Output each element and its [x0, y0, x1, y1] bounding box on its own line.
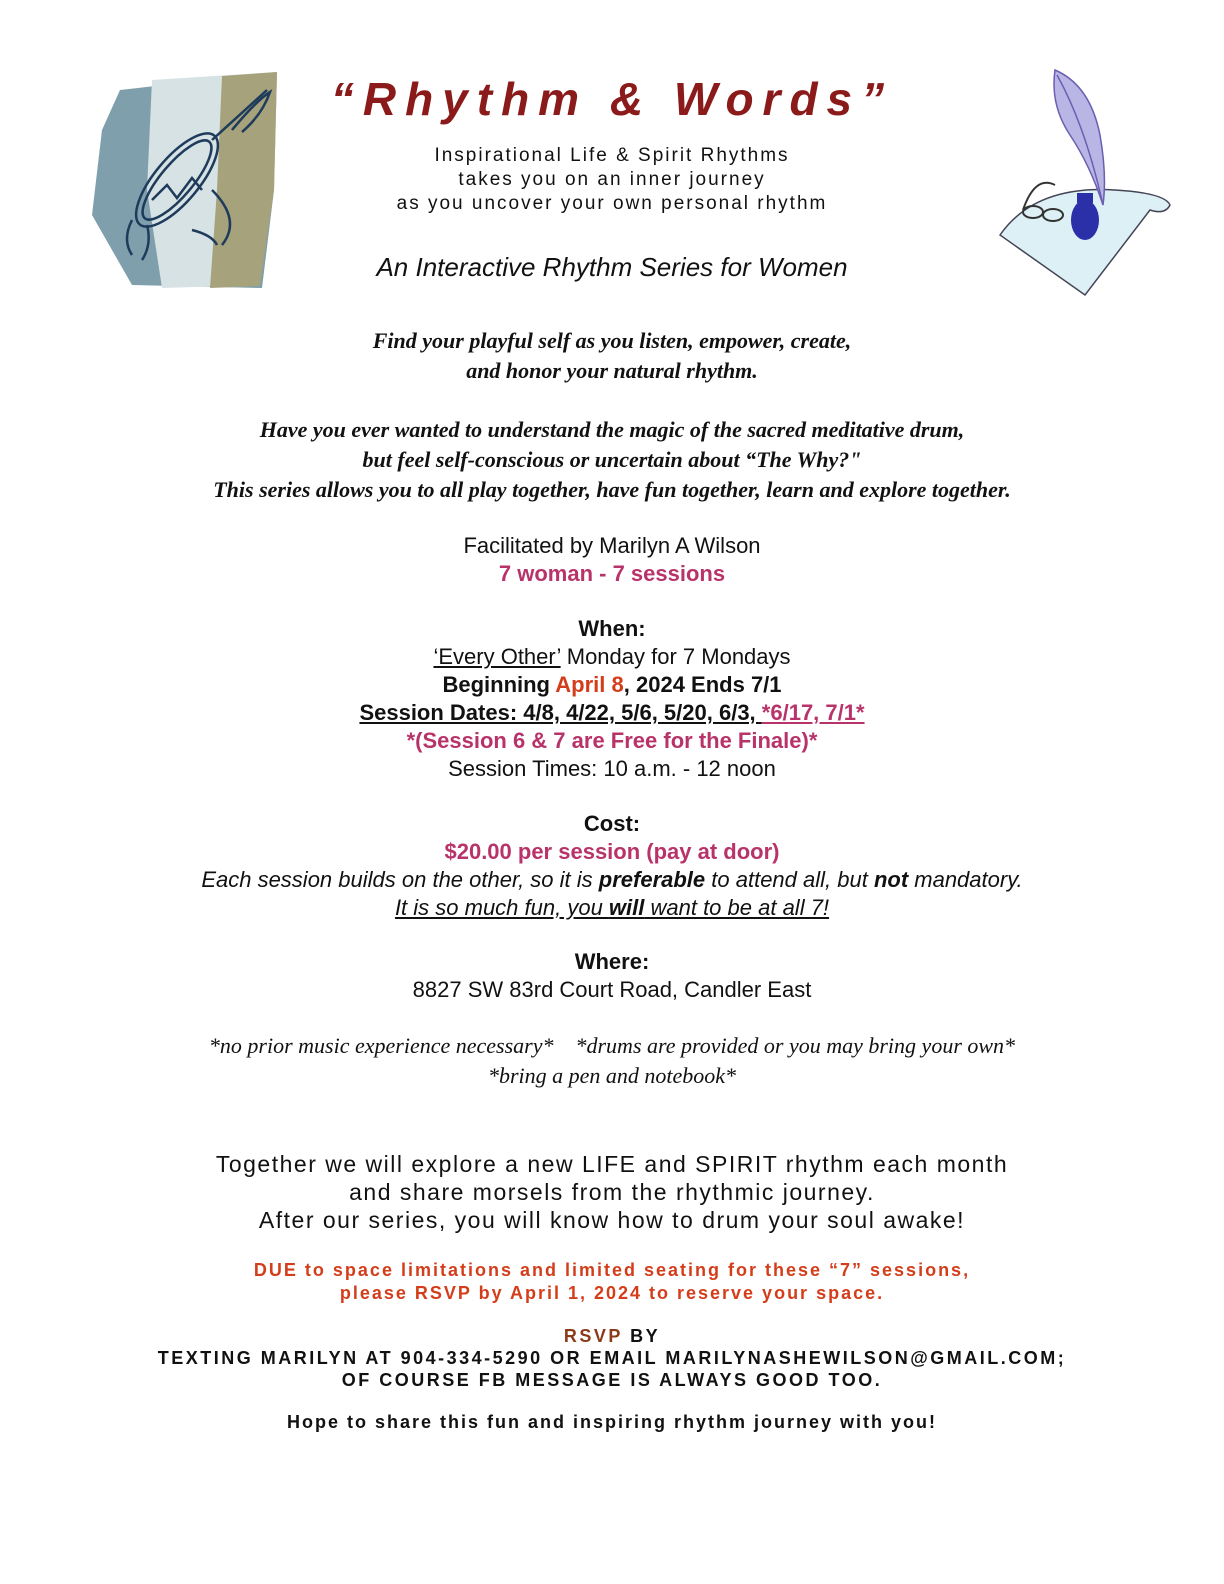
cost-note-not: not: [873, 867, 909, 892]
fun-a: It is so much fun, you: [394, 895, 609, 920]
together-line-3: After our series, you will know how to drum your soul awake!: [258, 1207, 966, 1233]
fun-c: want to be at all 7!: [644, 895, 830, 920]
cost-note-e: mandatory.: [908, 867, 1023, 892]
subtitle-line-3: as you uncover your own personal rhythm: [396, 193, 828, 214]
intro-line-1: Find your playful self as you listen, empower, create,: [372, 328, 852, 353]
sessions-count: 7 woman - 7 sessions: [498, 561, 726, 586]
intro-line-3: Have you ever wanted to understand the magic of the sacred meditative drum,: [259, 417, 965, 442]
intro-line-5: This series allows you to all play together, have fun together, learn and explore together.: [213, 477, 1011, 502]
together-line-1: Together we will explore a new LIFE and SPIRIT rhythm each month: [215, 1151, 1009, 1177]
beginning-text: Beginning: [442, 672, 556, 697]
cost-note-a: Each session builds on the other, so it is: [201, 867, 599, 892]
when-heading: When:: [578, 616, 646, 641]
cost-note: [0, 866, 1224, 894]
series-tagline: An Interactive Rhythm Series for Women: [376, 252, 848, 282]
session-dates-text: Session Dates: 4/8, 4/22, 5/6, 5/20, 6/3,: [359, 700, 762, 725]
fun-line: [0, 894, 1224, 922]
free-dates-text: *6/17, 7/1*: [761, 700, 865, 725]
rsvp-by: BY: [622, 1326, 661, 1346]
due-line-1: DUE to space limitations and limited seating for these “7” sessions,: [253, 1260, 971, 1280]
rsvp-heading: [0, 1325, 1224, 1347]
where-heading: Where:: [574, 949, 650, 974]
cost-note-c: to attend all, but: [705, 867, 874, 892]
rsvp-fb-line: OF COURSE FB MESSAGE IS ALWAYS GOOD TOO.: [341, 1370, 883, 1390]
subtitle-line-1: Inspirational Life & Spirit Rhythms: [434, 145, 790, 166]
cost-note-preferable: preferable: [598, 867, 706, 892]
session-dates-line: [0, 699, 1224, 727]
intro-line-2: and honor your natural rhythm.: [466, 358, 758, 383]
notes-line-1: *no prior music experience necessary* *drums are provided or you may bring your own*: [208, 1033, 1016, 1058]
beginning-line: [0, 671, 1224, 699]
rsvp-contact-line: TEXTING MARILYN AT 904-334-5290 OR EMAIL MARILYNASHEWILSON@GMAIL.COM;: [157, 1348, 1067, 1368]
facilitator-line: Facilitated by Marilyn A Wilson: [463, 533, 761, 558]
free-finale-note: *(Session 6 & 7 are Free for the Finale)*: [406, 728, 818, 753]
where-address: 8827 SW 83rd Court Road, Candler East: [412, 977, 812, 1002]
flyer-title: “Rhythm & Words”: [330, 73, 894, 125]
subtitle-line-2: takes you on an inner journey: [458, 169, 766, 190]
fun-will: will: [608, 895, 645, 920]
together-line-2: and share morsels from the rhythmic journey.: [349, 1179, 875, 1205]
rsvp-word: RSVP: [563, 1326, 623, 1346]
monday-text: Monday for 7 Mondays: [560, 644, 791, 669]
session-times: Session Times: 10 a.m. - 12 noon: [448, 756, 776, 781]
due-line-2: please RSVP by April 1, 2024 to reserve your space.: [339, 1283, 885, 1303]
intro-line-4: but feel self-conscious or uncertain about “The Why?": [362, 447, 862, 472]
every-other-text: ‘Every Other’: [433, 644, 561, 669]
notes-line-2: *bring a pen and notebook*: [487, 1063, 737, 1088]
april-8-text: April 8: [555, 672, 624, 697]
closing-line: Hope to share this fun and inspiring rhythm journey with you!: [286, 1412, 938, 1432]
cost-heading: Cost:: [583, 811, 641, 836]
when-every-other-line: [0, 643, 1224, 671]
beginning-rest-text: , 2024 Ends 7/1: [623, 672, 782, 697]
cost-price: $20.00 per session (pay at door): [444, 839, 780, 864]
